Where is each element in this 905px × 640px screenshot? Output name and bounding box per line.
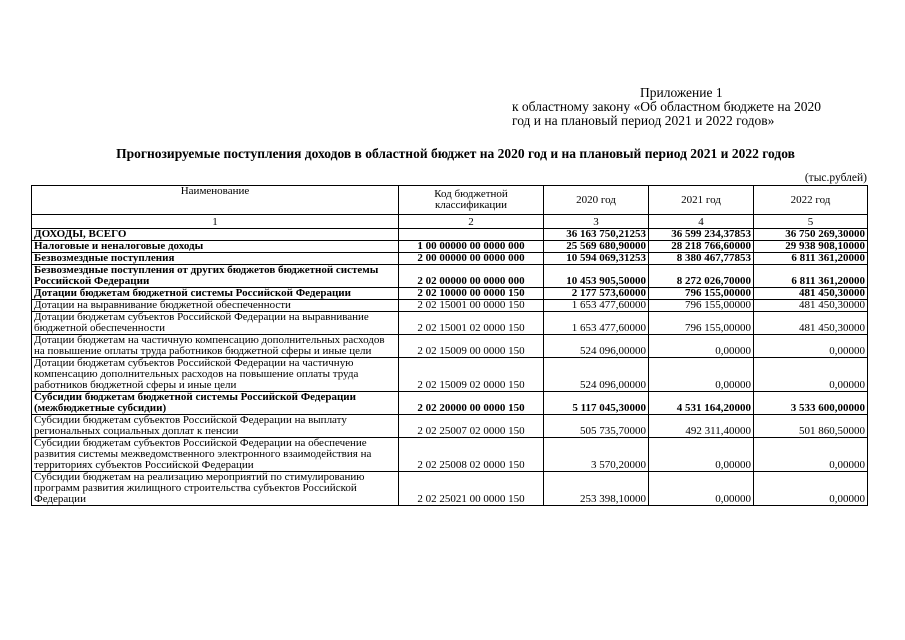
table-row — [32, 358, 868, 392]
table-row — [32, 438, 868, 472]
table-row — [32, 229, 868, 241]
row-value-2022: 0,00000 — [754, 472, 868, 506]
table-header-row — [32, 186, 868, 215]
row-code: 2 02 25007 02 0000 150 — [399, 415, 544, 438]
row-value-2020: 524 096,00000 — [544, 358, 649, 392]
row-value-2022: 481 450,30000 — [754, 312, 868, 335]
table-body — [32, 229, 868, 506]
row-name: Безвозмездные поступления от других бюджетов бюджетной системы Российской Федерации — [32, 265, 399, 288]
column-number: 4 — [649, 215, 754, 229]
table-row — [32, 241, 868, 253]
row-value-2022: 501 860,50000 — [754, 415, 868, 438]
row-value-2020: 10 453 905,50000 — [544, 265, 649, 288]
row-name: Дотации бюджетам субъектов Российской Федерации на частичную компенсацию дополнительных расходов на повышение оплаты труда работников бюджетной сферы и иные цели — [32, 358, 399, 392]
appendix-title: Приложение 1 — [640, 85, 723, 100]
row-value-2022: 0,00000 — [754, 335, 868, 358]
row-code: 2 02 25021 00 0000 150 — [399, 472, 544, 506]
table-row — [32, 472, 868, 506]
row-value-2022: 481 450,30000 — [754, 300, 868, 312]
row-name: Субсидии бюджетам на реализацию мероприятий по стимулированию программ развития жилищного строительства субъектов Российской Федерации — [32, 472, 399, 506]
table-row — [32, 265, 868, 288]
revenue-table — [31, 185, 868, 506]
row-value-2020: 10 594 069,31253 — [544, 253, 649, 265]
column-header-code: Код бюджетной классификации — [399, 186, 544, 215]
row-name: Безвозмездные поступления — [32, 253, 399, 265]
row-value-2020: 1 653 477,60000 — [544, 312, 649, 335]
row-name: Налоговые и неналоговые доходы — [32, 241, 399, 253]
row-value-2020: 505 735,70000 — [544, 415, 649, 438]
row-value-2020: 36 163 750,21253 — [544, 229, 649, 241]
row-code — [399, 229, 544, 241]
row-value-2021: 8 272 026,70000 — [649, 265, 754, 288]
table-row — [32, 392, 868, 415]
row-name: Субсидии бюджетам субъектов Российской Федерации на обеспечение развития системы межведомственного электронного взаимодействия на территориях субъектов Российской Федерации — [32, 438, 399, 472]
row-value-2021: 796 155,00000 — [649, 300, 754, 312]
row-name: ДОХОДЫ, ВСЕГО — [32, 229, 399, 241]
row-value-2021: 8 380 467,77853 — [649, 253, 754, 265]
row-value-2020: 2 177 573,60000 — [544, 288, 649, 300]
row-code: 2 02 10000 00 0000 150 — [399, 288, 544, 300]
column-number: 2 — [399, 215, 544, 229]
column-number: 3 — [544, 215, 649, 229]
row-code: 2 02 15009 02 0000 150 — [399, 358, 544, 392]
column-header-2020: 2020 год — [544, 186, 649, 215]
row-name: Дотации бюджетам на частичную компенсацию дополнительных расходов на повышение оплаты труда работников бюджетной сферы и иные цели — [32, 335, 399, 358]
row-code: 2 00 00000 00 0000 000 — [399, 253, 544, 265]
row-value-2022: 0,00000 — [754, 438, 868, 472]
row-code: 2 02 25008 02 0000 150 — [399, 438, 544, 472]
table-row — [32, 300, 868, 312]
document-title: Прогнозируемые поступления доходов в областной бюджет на 2020 год и на плановый период 2021 и 2022 годов — [116, 146, 795, 161]
appendix-line-1: к областному закону «Об областном бюджете на 2020 — [512, 99, 821, 114]
row-name: Дотации на выравнивание бюджетной обеспеченности — [32, 300, 399, 312]
row-value-2020: 1 653 477,60000 — [544, 300, 649, 312]
row-value-2021: 0,00000 — [649, 335, 754, 358]
column-header-2022: 2022 год — [754, 186, 868, 215]
row-value-2021: 4 531 164,20000 — [649, 392, 754, 415]
row-code: 2 02 15001 02 0000 150 — [399, 312, 544, 335]
row-value-2020: 25 569 680,90000 — [544, 241, 649, 253]
row-value-2021: 0,00000 — [649, 358, 754, 392]
row-name: Субсидии бюджетам бюджетной системы Российской Федерации (межбюджетные субсидии) — [32, 392, 399, 415]
table-row — [32, 415, 868, 438]
row-value-2022: 36 750 269,30000 — [754, 229, 868, 241]
row-code: 2 02 15009 00 0000 150 — [399, 335, 544, 358]
column-number: 1 — [32, 215, 399, 229]
row-name: Дотации бюджетам бюджетной системы Российской Федерации — [32, 288, 399, 300]
row-value-2021: 36 599 234,37853 — [649, 229, 754, 241]
row-value-2022: 3 533 600,00000 — [754, 392, 868, 415]
table-row — [32, 288, 868, 300]
row-value-2022: 481 450,30000 — [754, 288, 868, 300]
row-value-2020: 253 398,10000 — [544, 472, 649, 506]
units-label: (тыс.рублей) — [804, 172, 867, 184]
row-code: 2 02 15001 00 0000 150 — [399, 300, 544, 312]
row-value-2022: 0,00000 — [754, 358, 868, 392]
row-value-2020: 5 117 045,30000 — [544, 392, 649, 415]
row-value-2022: 29 938 908,10000 — [754, 241, 868, 253]
column-number: 5 — [754, 215, 868, 229]
row-code: 2 02 20000 00 0000 150 — [399, 392, 544, 415]
row-code: 1 00 00000 00 0000 000 — [399, 241, 544, 253]
row-name: Субсидии бюджетам субъектов Российской Федерации на выплату региональных социальных доплат к пенсии — [32, 415, 399, 438]
row-value-2021: 492 311,40000 — [649, 415, 754, 438]
column-header-name: Наименование — [32, 186, 399, 215]
row-value-2021: 796 155,00000 — [649, 312, 754, 335]
table-row — [32, 253, 868, 265]
appendix-line-2: год и на плановый период 2021 и 2022 годов» — [512, 113, 775, 128]
row-value-2021: 796 155,00000 — [649, 288, 754, 300]
column-header-2021: 2021 год — [649, 186, 754, 215]
appendix-block — [512, 86, 877, 128]
row-name: Дотации бюджетам субъектов Российской Федерации на выравнивание бюджетной обеспеченности — [32, 312, 399, 335]
row-value-2022: 6 811 361,20000 — [754, 265, 868, 288]
row-value-2021: 28 218 766,60000 — [649, 241, 754, 253]
row-value-2020: 3 570,20000 — [544, 438, 649, 472]
row-value-2021: 0,00000 — [649, 438, 754, 472]
row-code: 2 02 00000 00 0000 000 — [399, 265, 544, 288]
row-value-2022: 6 811 361,20000 — [754, 253, 868, 265]
column-number-row — [32, 215, 868, 229]
row-value-2021: 0,00000 — [649, 472, 754, 506]
table-row — [32, 312, 868, 335]
table-row — [32, 335, 868, 358]
row-value-2020: 524 096,00000 — [544, 335, 649, 358]
